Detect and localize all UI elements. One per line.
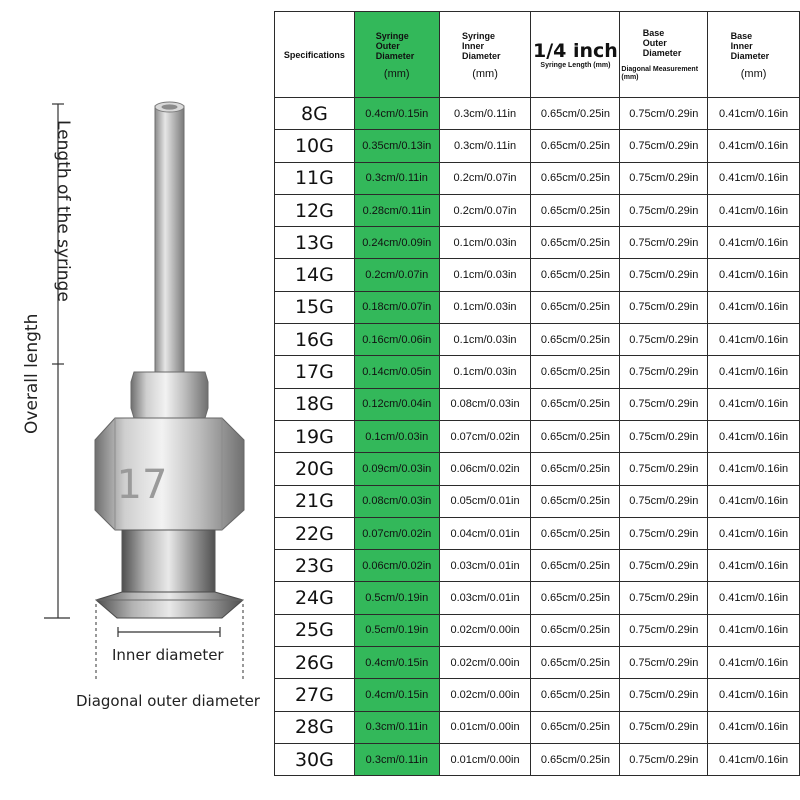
base-outer-diameter-cell: 0.75cm/0.29in — [620, 98, 708, 130]
base-outer-diameter-cell: 0.75cm/0.29in — [620, 647, 708, 679]
table-row — [275, 743, 800, 775]
table-row — [275, 227, 800, 259]
header-base-outer-text: Base Outer Diameter — [642, 27, 682, 58]
needle-tube — [155, 102, 184, 372]
outer-diameter-cell: 0.4cm/0.15in — [354, 679, 439, 711]
base-outer-diameter-cell: 0.75cm/0.29in — [620, 227, 708, 259]
syringe-length-cell: 0.65cm/0.25in — [531, 485, 620, 517]
table-row — [275, 614, 800, 646]
header-outer-diameter-text: Syringe Outer Diameter — [375, 30, 415, 61]
syringe-length-cell: 0.65cm/0.25in — [531, 743, 620, 775]
inner-diameter-cell: 0.2cm/0.07in — [439, 162, 531, 194]
base-inner-diameter-cell: 0.41cm/0.16in — [708, 259, 800, 291]
table-row — [275, 98, 800, 130]
length-of-syringe-label: Length of the syringe — [53, 120, 73, 302]
gauge-cell: 17G — [275, 356, 355, 388]
inner-diameter-cell: 0.02cm/0.00in — [439, 679, 531, 711]
inner-diameter-cell: 0.1cm/0.03in — [439, 324, 531, 356]
inner-diameter-cell: 0.07cm/0.02in — [439, 420, 531, 452]
outer-diameter-cell: 0.18cm/0.07in — [354, 291, 439, 323]
base-inner-diameter-cell: 0.41cm/0.16in — [708, 582, 800, 614]
outer-diameter-cell: 0.35cm/0.13in — [354, 130, 439, 162]
base-inner-diameter-cell: 0.41cm/0.16in — [708, 743, 800, 775]
table-row — [275, 194, 800, 226]
outer-diameter-cell: 0.06cm/0.02in — [354, 550, 439, 582]
base-outer-diameter-cell: 0.75cm/0.29in — [620, 614, 708, 646]
outer-diameter-cell: 0.09cm/0.03in — [354, 453, 439, 485]
table-row — [275, 453, 800, 485]
header-inner-diameter-text: Syringe Inner Diameter — [462, 30, 501, 61]
gauge-cell: 19G — [275, 420, 355, 452]
outer-diameter-cell: 0.4cm/0.15in — [354, 98, 439, 130]
syringe-length-cell: 0.65cm/0.25in — [531, 388, 620, 420]
base-inner-diameter-cell: 0.41cm/0.16in — [708, 324, 800, 356]
table-header-row — [275, 12, 800, 98]
outer-diameter-cell: 0.4cm/0.15in — [354, 647, 439, 679]
table-row — [275, 291, 800, 323]
base-inner-diameter-cell: 0.41cm/0.16in — [708, 291, 800, 323]
table-row — [275, 647, 800, 679]
inner-diameter-cell: 0.08cm/0.03in — [439, 388, 531, 420]
spec-table-body — [275, 98, 800, 776]
syringe-length-cell: 0.65cm/0.25in — [531, 550, 620, 582]
syringe-length-cell: 0.65cm/0.25in — [531, 614, 620, 646]
inner-diameter-cell: 0.1cm/0.03in — [439, 227, 531, 259]
base-outer-diameter-cell: 0.75cm/0.29in — [620, 679, 708, 711]
table-row — [275, 356, 800, 388]
gauge-cell: 12G — [275, 194, 355, 226]
base-inner-diameter-cell: 0.41cm/0.16in — [708, 453, 800, 485]
diagonal-outer-diameter-label: Diagonal outer diameter — [76, 692, 260, 710]
overall-length-label: Overall length — [22, 313, 42, 434]
syringe-length-cell: 0.65cm/0.25in — [531, 227, 620, 259]
gauge-cell: 23G — [275, 550, 355, 582]
base-outer-diameter-cell: 0.75cm/0.29in — [620, 324, 708, 356]
outer-diameter-cell: 0.5cm/0.19in — [354, 582, 439, 614]
outer-diameter-cell: 0.16cm/0.06in — [354, 324, 439, 356]
hub-neck — [122, 530, 215, 592]
outer-diameter-cell: 0.2cm/0.07in — [354, 259, 439, 291]
gauge-cell: 27G — [275, 679, 355, 711]
syringe-length-cell: 0.65cm/0.25in — [531, 453, 620, 485]
gauge-cell: 24G — [275, 582, 355, 614]
inner-diameter-cell: 0.01cm/0.00in — [439, 711, 531, 743]
gauge-cell: 21G — [275, 485, 355, 517]
base-inner-diameter-cell: 0.41cm/0.16in — [708, 130, 800, 162]
outer-diameter-cell: 0.3cm/0.11in — [354, 743, 439, 775]
base-outer-diameter-cell: 0.75cm/0.29in — [620, 291, 708, 323]
inner-diameter-cell: 0.02cm/0.00in — [439, 647, 531, 679]
base-outer-diameter-cell: 0.75cm/0.29in — [620, 517, 708, 549]
header-specifications — [275, 12, 355, 98]
base-outer-diameter-cell: 0.75cm/0.29in — [620, 194, 708, 226]
header-inner-diameter — [439, 12, 531, 98]
syringe-length-cell: 0.65cm/0.25in — [531, 420, 620, 452]
syringe-length-cell: 0.65cm/0.25in — [531, 194, 620, 226]
table-row — [275, 324, 800, 356]
gauge-cell: 8G — [275, 98, 355, 130]
syringe-length-cell: 0.65cm/0.25in — [531, 582, 620, 614]
base-inner-diameter-cell: 0.41cm/0.16in — [708, 420, 800, 452]
base-inner-diameter-cell: 0.41cm/0.16in — [708, 647, 800, 679]
base-inner-diameter-cell: 0.41cm/0.16in — [708, 227, 800, 259]
gauge-cell: 11G — [275, 162, 355, 194]
inner-diameter-line — [118, 627, 220, 637]
outer-diameter-cell: 0.3cm/0.11in — [354, 711, 439, 743]
needle-illustration — [0, 0, 272, 800]
gauge-cell: 30G — [275, 743, 355, 775]
inner-diameter-cell: 0.1cm/0.03in — [439, 291, 531, 323]
base-outer-diameter-cell: 0.75cm/0.29in — [620, 582, 708, 614]
syringe-length-cell: 0.65cm/0.25in — [531, 130, 620, 162]
header-specifications-text: Specifications — [283, 49, 345, 60]
table-row — [275, 259, 800, 291]
syringe-length-cell: 0.65cm/0.25in — [531, 356, 620, 388]
table-row — [275, 388, 800, 420]
base-inner-diameter-cell: 0.41cm/0.16in — [708, 679, 800, 711]
table-row — [275, 679, 800, 711]
base-inner-diameter-cell: 0.41cm/0.16in — [708, 162, 800, 194]
base-inner-diameter-cell: 0.41cm/0.16in — [708, 550, 800, 582]
base-inner-diameter-cell: 0.41cm/0.16in — [708, 388, 800, 420]
syringe-length-cell: 0.65cm/0.25in — [531, 259, 620, 291]
base-inner-diameter-cell: 0.41cm/0.16in — [708, 517, 800, 549]
inner-diameter-cell: 0.02cm/0.00in — [439, 614, 531, 646]
outer-diameter-cell: 0.24cm/0.09in — [354, 227, 439, 259]
table-row — [275, 420, 800, 452]
header-syringe-length-big: 1/4 inch — [533, 39, 618, 62]
table-row — [275, 130, 800, 162]
outer-diameter-cell: 0.08cm/0.03in — [354, 485, 439, 517]
outer-diameter-cell: 0.28cm/0.11in — [354, 194, 439, 226]
gauge-cell: 28G — [275, 711, 355, 743]
overall-dimension-line — [44, 364, 70, 618]
inner-diameter-cell: 0.3cm/0.11in — [439, 130, 531, 162]
gauge-cell: 18G — [275, 388, 355, 420]
header-outer-diameter — [354, 12, 439, 98]
base-outer-diameter-cell: 0.75cm/0.29in — [620, 162, 708, 194]
table-row — [275, 517, 800, 549]
gauge-cell: 14G — [275, 259, 355, 291]
gauge-cell: 15G — [275, 291, 355, 323]
syringe-length-cell: 0.65cm/0.25in — [531, 324, 620, 356]
base-outer-diameter-cell: 0.75cm/0.29in — [620, 550, 708, 582]
base-inner-diameter-cell: 0.41cm/0.16in — [708, 485, 800, 517]
gauge-cell: 20G — [275, 453, 355, 485]
inner-diameter-cell: 0.03cm/0.01in — [439, 550, 531, 582]
outer-diameter-cell: 0.14cm/0.05in — [354, 356, 439, 388]
inner-diameter-cell: 0.2cm/0.07in — [439, 194, 531, 226]
base-inner-diameter-cell: 0.41cm/0.16in — [708, 711, 800, 743]
base-outer-diameter-cell: 0.75cm/0.29in — [620, 453, 708, 485]
header-syringe-length-sub: Syringe Length (mm) — [540, 61, 611, 69]
hub-flange — [96, 592, 243, 618]
syringe-length-cell: 0.65cm/0.25in — [531, 162, 620, 194]
gauge-cell: 26G — [275, 647, 355, 679]
base-inner-diameter-cell: 0.41cm/0.16in — [708, 356, 800, 388]
gauge-cell: 25G — [275, 614, 355, 646]
syringe-length-cell: 0.65cm/0.25in — [531, 98, 620, 130]
gauge-cell: 16G — [275, 324, 355, 356]
base-outer-diameter-cell: 0.75cm/0.29in — [620, 711, 708, 743]
inner-diameter-cell: 0.3cm/0.11in — [439, 98, 531, 130]
base-outer-diameter-cell: 0.75cm/0.29in — [620, 356, 708, 388]
inner-diameter-cell: 0.05cm/0.01in — [439, 485, 531, 517]
table-row — [275, 485, 800, 517]
table-row — [275, 162, 800, 194]
inner-diameter-cell: 0.1cm/0.03in — [439, 259, 531, 291]
base-outer-diameter-cell: 0.75cm/0.29in — [620, 485, 708, 517]
header-base-outer-diameter — [620, 12, 708, 98]
base-inner-diameter-cell: 0.41cm/0.16in — [708, 194, 800, 226]
header-base-outer-sub: Diagonal Measurement (mm) — [621, 65, 699, 81]
base-outer-diameter-cell: 0.75cm/0.29in — [620, 388, 708, 420]
table-row — [275, 582, 800, 614]
header-base-inner-text: Base Inner Diameter — [730, 30, 770, 61]
hub-gauge-number: 17 — [116, 462, 168, 508]
inner-diameter-cell: 0.04cm/0.01in — [439, 517, 531, 549]
inner-diameter-cell: 0.06cm/0.02in — [439, 453, 531, 485]
hub-collar — [131, 372, 208, 418]
base-inner-diameter-cell: 0.41cm/0.16in — [708, 614, 800, 646]
header-base-inner-diameter — [708, 12, 800, 98]
outer-diameter-cell: 0.12cm/0.04in — [354, 388, 439, 420]
outer-diameter-cell: 0.1cm/0.03in — [354, 420, 439, 452]
syringe-length-cell: 0.65cm/0.25in — [531, 679, 620, 711]
gauge-cell: 10G — [275, 130, 355, 162]
outer-diameter-cell: 0.07cm/0.02in — [354, 517, 439, 549]
inner-diameter-cell: 0.1cm/0.03in — [439, 356, 531, 388]
table-row — [275, 711, 800, 743]
header-inner-diameter-unit: (mm) — [472, 67, 498, 80]
header-outer-diameter-unit: (mm) — [383, 67, 410, 80]
spec-table — [274, 11, 800, 776]
outer-diameter-cell: 0.3cm/0.11in — [354, 162, 439, 194]
table-row — [275, 550, 800, 582]
base-outer-diameter-cell: 0.75cm/0.29in — [620, 420, 708, 452]
header-base-inner-unit: (mm) — [740, 67, 767, 80]
base-outer-diameter-cell: 0.75cm/0.29in — [620, 259, 708, 291]
inner-diameter-cell: 0.01cm/0.00in — [439, 743, 531, 775]
base-outer-diameter-cell: 0.75cm/0.29in — [620, 130, 708, 162]
outer-diameter-cell: 0.5cm/0.19in — [354, 614, 439, 646]
base-inner-diameter-cell: 0.41cm/0.16in — [708, 98, 800, 130]
syringe-length-cell: 0.65cm/0.25in — [531, 517, 620, 549]
inner-diameter-label: Inner diameter — [112, 646, 224, 664]
syringe-length-cell: 0.65cm/0.25in — [531, 647, 620, 679]
gauge-cell: 13G — [275, 227, 355, 259]
base-outer-diameter-cell: 0.75cm/0.29in — [620, 743, 708, 775]
gauge-cell: 22G — [275, 517, 355, 549]
header-syringe-length — [531, 12, 620, 98]
inner-diameter-cell: 0.03cm/0.01in — [439, 582, 531, 614]
syringe-length-cell: 0.65cm/0.25in — [531, 711, 620, 743]
syringe-length-cell: 0.65cm/0.25in — [531, 291, 620, 323]
